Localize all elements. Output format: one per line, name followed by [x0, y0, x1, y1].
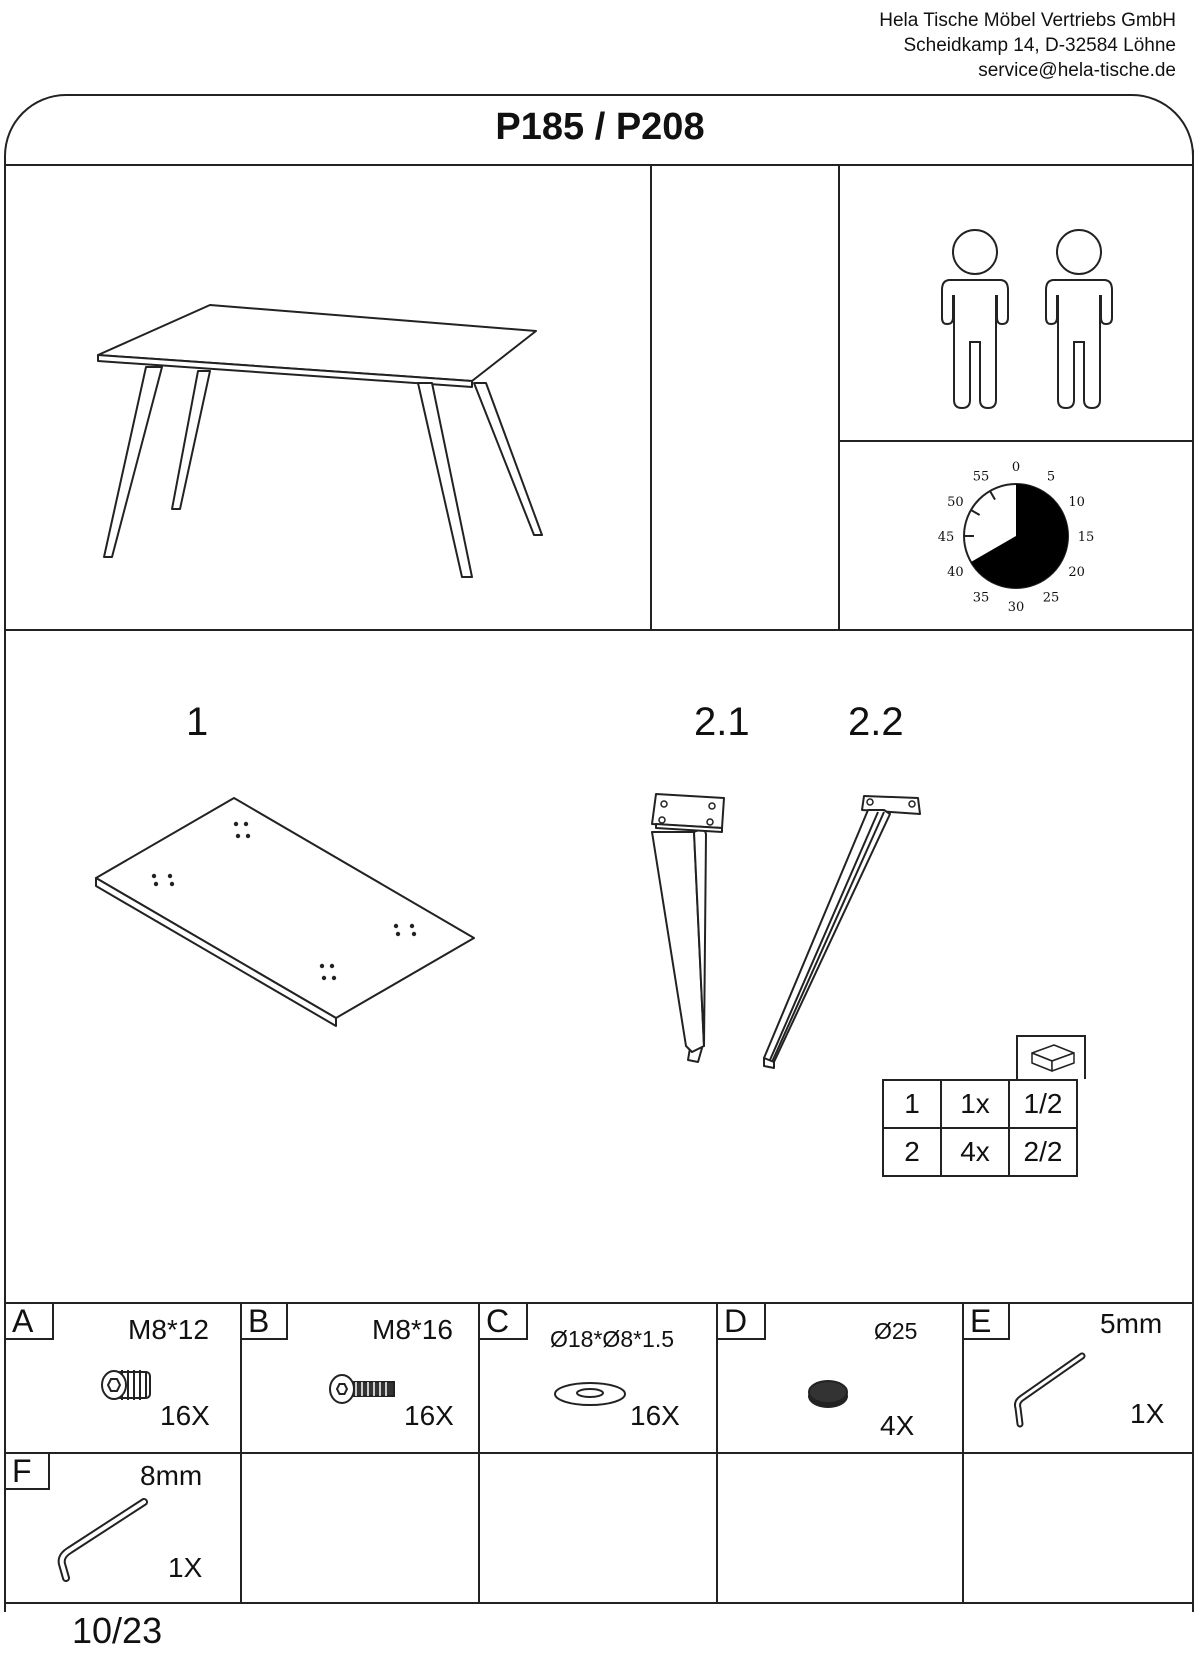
- company-email: service@hela-tische.de: [978, 60, 1176, 81]
- hardware-spec: 8mm: [140, 1460, 203, 1491]
- hardware-letter: B: [242, 1304, 288, 1340]
- hardware-count: 4X: [880, 1410, 915, 1441]
- assembled-table-illustration: [90, 295, 550, 595]
- tabletop-panel-illustration: [94, 794, 484, 1024]
- hardware-letter: E: [964, 1304, 1010, 1340]
- part-label-2-1: 2.1: [694, 700, 750, 744]
- timer-label: 20: [1068, 565, 1085, 580]
- leg-2-1-illustration: [620, 790, 770, 1090]
- hardware-count: 1X: [1130, 1398, 1165, 1429]
- felt-pad-icon: [806, 1378, 850, 1410]
- divider: [962, 1302, 964, 1602]
- timer-label: 25: [1042, 590, 1060, 606]
- box-number-cell: 2/2: [1009, 1128, 1077, 1176]
- allen-key-icon: [52, 1494, 152, 1584]
- part-number-cell: 1: [883, 1080, 941, 1128]
- leg-2-2-illustration: [760, 790, 940, 1090]
- hex-socket-bolt-icon: [328, 1372, 396, 1406]
- threaded-insert-icon: [100, 1362, 156, 1408]
- hardware-letter: F: [6, 1454, 50, 1490]
- timer-label: 55: [972, 469, 990, 485]
- quantity-cell: 1x: [941, 1080, 1009, 1128]
- company-info: [879, 8, 1176, 83]
- hardware-count: 16X: [160, 1400, 210, 1431]
- divider: [240, 1302, 242, 1602]
- timer-label: 10: [1068, 495, 1085, 510]
- company-name: Hela Tische Möbel Vertriebs GmbH: [879, 10, 1176, 31]
- part-label-2-2: 2.2: [848, 700, 904, 744]
- box-icon: [1030, 1043, 1076, 1073]
- hardware-count: 16X: [630, 1400, 680, 1431]
- hardware-letter: C: [480, 1304, 528, 1340]
- timer-label: 35: [972, 590, 990, 606]
- hardware-letter: A: [6, 1304, 54, 1340]
- hardware-mid-line: [4, 1452, 1194, 1454]
- hardware-spec: 5mm: [1100, 1308, 1163, 1339]
- page-title: P185 / P208: [495, 106, 705, 148]
- hardware-spec: Ø18*Ø8*1.5: [550, 1326, 675, 1352]
- hardware-spec: Ø25: [874, 1318, 918, 1344]
- divider: [478, 1302, 480, 1602]
- table-row: [883, 1128, 1077, 1176]
- title-divider: [4, 164, 1194, 166]
- hardware-bottom-line: [4, 1602, 1194, 1604]
- hardware-spec: M8*16: [372, 1314, 453, 1345]
- timer-label: 30: [1007, 600, 1025, 615]
- hardware-count: 16X: [404, 1400, 454, 1431]
- divider: [650, 164, 652, 630]
- timer-label: 5: [1046, 469, 1056, 485]
- allen-key-icon: [1010, 1350, 1090, 1430]
- timer-label: 0: [1011, 460, 1021, 475]
- divider: [838, 440, 1194, 442]
- two-persons-icon: [930, 230, 1120, 410]
- parts-quantity-table: [882, 1079, 1078, 1177]
- divider: [716, 1302, 718, 1602]
- box-icon-cell: [1016, 1035, 1086, 1079]
- hardware-count: 1X: [168, 1552, 203, 1583]
- divider: [4, 1302, 6, 1602]
- assembly-timer-icon: [918, 456, 1098, 616]
- divider: [838, 164, 840, 630]
- part-label-1: 1: [186, 700, 209, 744]
- timer-label: 45: [937, 530, 955, 545]
- washer-icon: [552, 1380, 628, 1408]
- quantity-cell: 4x: [941, 1128, 1009, 1176]
- box-number-cell: 1/2: [1009, 1080, 1077, 1128]
- table-row: [883, 1080, 1077, 1128]
- timer-label: 40: [947, 565, 964, 580]
- hardware-letter: D: [718, 1304, 766, 1340]
- page-number: 10/23: [72, 1610, 163, 1651]
- hardware-spec: M8*12: [128, 1314, 209, 1345]
- timer-label: 15: [1077, 530, 1095, 545]
- section-divider: [4, 629, 1194, 631]
- hardware-top-line: [4, 1302, 1194, 1304]
- company-address: Scheidkamp 14, D-32584 Löhne: [903, 35, 1176, 56]
- part-number-cell: 2: [883, 1128, 941, 1176]
- timer-label: 50: [947, 495, 964, 510]
- frame-right-edge: [1192, 150, 1194, 1612]
